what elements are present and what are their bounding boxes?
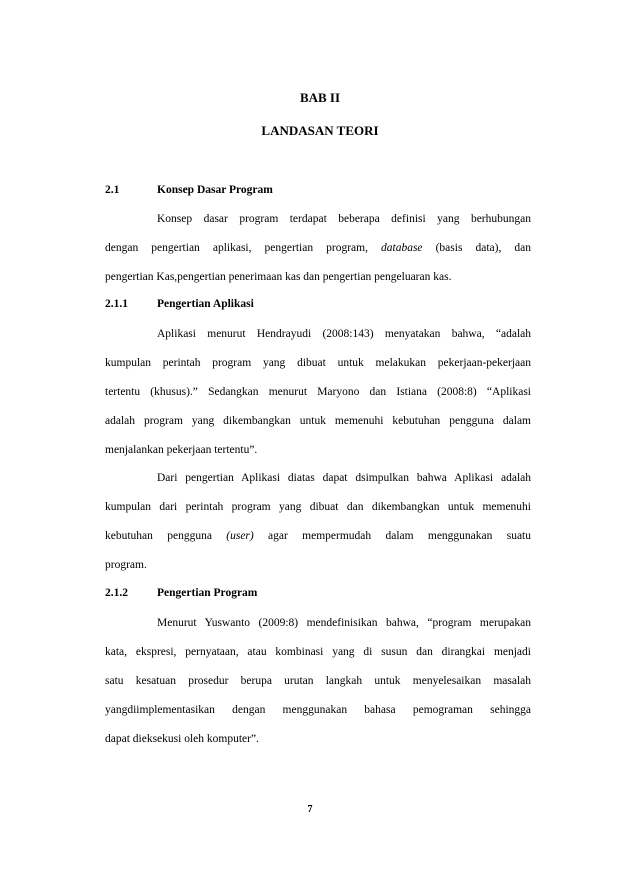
section-heading-2-1 (105, 184, 273, 196)
paragraph-line: Aplikasi menurut Hendrayudi (2008:143) menyatakan bahwa, “adalah (157, 328, 531, 340)
section-number: 2.1.1 (105, 298, 128, 310)
paragraph-line: kata, ekspresi, pernyataan, atau kombinasi yang di susun dan dirangkai menjadi (105, 646, 531, 658)
italic-term: database (381, 242, 423, 254)
paragraph-line: program. (105, 559, 147, 571)
chapter-number: BAB II (299, 90, 341, 105)
paragraph-line: dengan pengertian aplikasi, pengertian program, database (basis data), dan (105, 242, 531, 254)
paragraph-line: adalah program yang dikembangkan untuk memenuhi kebutuhan pengguna dalam (105, 415, 531, 427)
section-number: 2.1.2 (105, 587, 128, 599)
paragraph-line: Konsep dasar program terdapat beberapa definisi yang berhubungan (157, 213, 531, 225)
paragraph-line: kebutuhan pengguna (user) agar mempermudah dalam menggunakan suatu (105, 530, 531, 542)
paragraph-line: satu kesatuan prosedur berupa urutan langkah untuk menyelesaikan masalah (105, 675, 531, 687)
section-heading-2-1-1 (105, 298, 254, 310)
section-heading-2-1-2 (105, 587, 257, 599)
chapter-title: LANDASAN TEORI (261, 123, 379, 138)
paragraph-line: Menurut Yuswanto (2009:8) mendefinisikan bahwa, “program merupakan (157, 617, 531, 629)
paragraph-line: pengertian Kas,pengertian penerimaan kas dan pengertian pengeluaran kas. (105, 271, 452, 283)
paragraph-line: Dari pengertian Aplikasi diatas dapat dsimpulkan bahwa Aplikasi adalah (157, 472, 531, 484)
paragraph-line: dapat dieksekusi oleh komputer”. (105, 733, 259, 745)
paragraph-line: tertentu (khusus).” Sedangkan menurut Maryono dan Istiana (2008:8) “Aplikasi (105, 386, 531, 398)
section-title: Pengertian Aplikasi (157, 298, 254, 310)
italic-term: (user) (226, 530, 254, 542)
paragraph-line: kumpulan perintah program yang dibuat untuk melakukan pekerjaan-pekerjaan (105, 357, 531, 369)
paragraph-line: yangdiimplementasikan dengan menggunakan bahasa pemograman sehingga (105, 704, 531, 716)
paragraph-line: kumpulan dari perintah program yang dibuat dan dikembangkan untuk memenuhi (105, 501, 531, 513)
paragraph-line: menjalankan pekerjaan tertentu”. (105, 444, 258, 456)
section-title: Pengertian Program (157, 587, 258, 599)
section-title: Konsep Dasar Program (157, 184, 273, 196)
page-number: 7 (307, 804, 313, 815)
section-number: 2.1 (105, 184, 120, 196)
